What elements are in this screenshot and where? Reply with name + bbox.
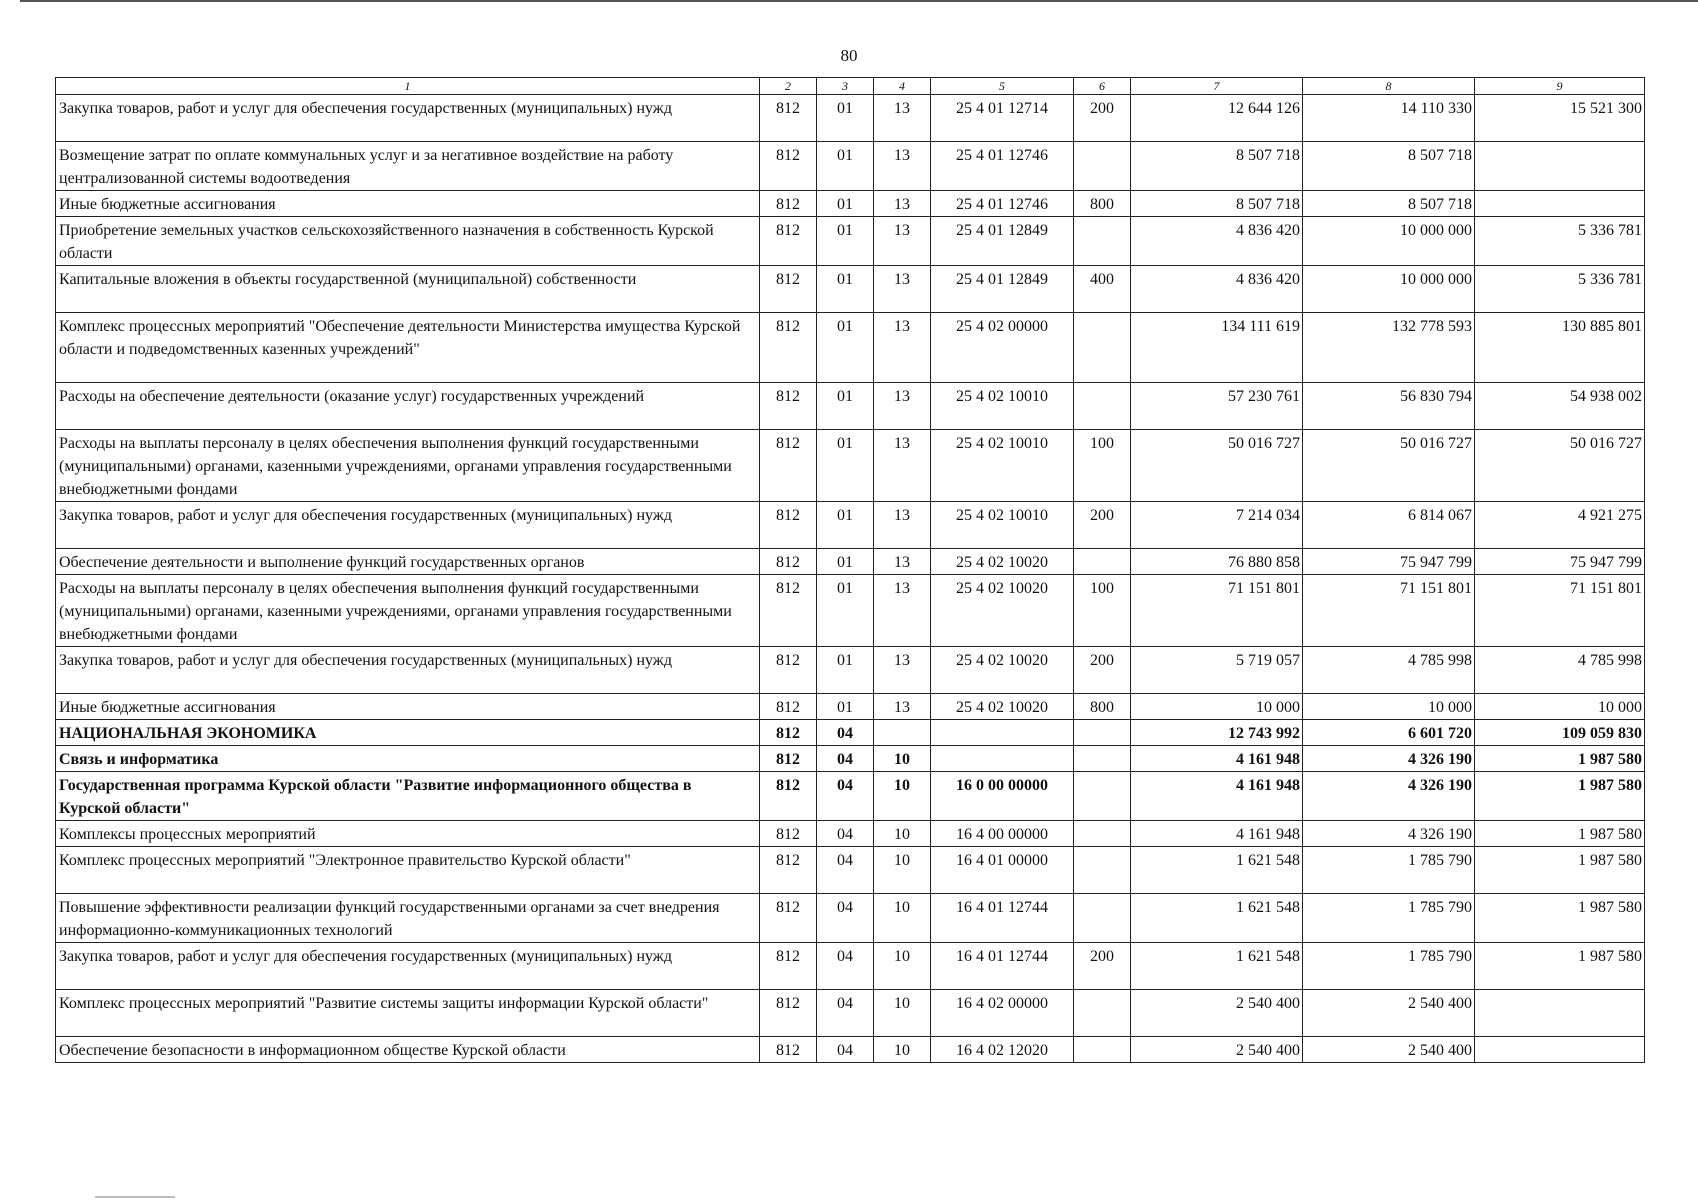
cell-col8: 6 601 720 — [1303, 720, 1475, 746]
row-label: Иные бюджетные ассигнования — [56, 694, 760, 720]
row-label: Государственная программа Курской области "Развитие информационного общества в Курской области" — [56, 772, 760, 821]
cell-col2: 812 — [760, 694, 817, 720]
cell-col4: 10 — [874, 746, 931, 772]
column-number: 4 — [874, 78, 931, 95]
row-label: Расходы на обеспечение деятельности (оказание услуг) государственных учреждений — [56, 383, 760, 430]
cell-col8: 75 947 799 — [1303, 549, 1475, 575]
table-row — [56, 647, 1645, 694]
cell-col8: 4 785 998 — [1303, 647, 1475, 694]
cell-col7: 50 016 727 — [1131, 430, 1303, 502]
table-row — [56, 142, 1645, 191]
cell-col5 — [931, 720, 1074, 746]
cell-col9: 5 336 781 — [1475, 266, 1645, 313]
cell-col6 — [1074, 549, 1131, 575]
cell-col2: 812 — [760, 772, 817, 821]
cell-col4: 13 — [874, 647, 931, 694]
cell-col5: 25 4 02 10020 — [931, 549, 1074, 575]
top-rule — [20, 0, 1698, 2]
cell-col9 — [1475, 142, 1645, 191]
cell-col8: 1 785 790 — [1303, 847, 1475, 894]
row-label: Обеспечение безопасности в информационном обществе Курской области — [56, 1037, 760, 1063]
row-label: Комплекс процессных мероприятий "Развитие системы защиты информации Курской области" — [56, 990, 760, 1037]
cell-col5: 16 4 00 00000 — [931, 821, 1074, 847]
cell-col5: 25 4 02 10020 — [931, 694, 1074, 720]
table-row — [56, 313, 1645, 383]
table-row — [56, 95, 1645, 142]
cell-col9: 109 059 830 — [1475, 720, 1645, 746]
cell-col4: 13 — [874, 95, 931, 142]
cell-col3: 04 — [817, 847, 874, 894]
table-row — [56, 720, 1645, 746]
cell-col6: 200 — [1074, 502, 1131, 549]
cell-col5: 16 4 01 00000 — [931, 847, 1074, 894]
row-label: Комплекс процессных мероприятий "Обеспечение деятельности Министерства имущества Курской области и подведомственных казенных учреждений" — [56, 313, 760, 383]
cell-col5: 25 4 02 10020 — [931, 575, 1074, 647]
cell-col5: 16 0 00 00000 — [931, 772, 1074, 821]
cell-col9: 1 987 580 — [1475, 943, 1645, 990]
cell-col6: 100 — [1074, 575, 1131, 647]
cell-col8: 14 110 330 — [1303, 95, 1475, 142]
row-label: Закупка товаров, работ и услуг для обеспечения государственных (муниципальных) нужд — [56, 95, 760, 142]
cell-col4: 13 — [874, 266, 931, 313]
cell-col2: 812 — [760, 990, 817, 1037]
table-row — [56, 694, 1645, 720]
cell-col9: 71 151 801 — [1475, 575, 1645, 647]
cell-col2: 812 — [760, 502, 817, 549]
cell-col3: 01 — [817, 549, 874, 575]
cell-col3: 01 — [817, 575, 874, 647]
column-number-row — [56, 78, 1645, 95]
cell-col4: 13 — [874, 694, 931, 720]
column-number: 9 — [1475, 78, 1645, 95]
cell-col4: 13 — [874, 549, 931, 575]
cell-col7: 5 719 057 — [1131, 647, 1303, 694]
cell-col8: 6 814 067 — [1303, 502, 1475, 549]
cell-col3: 01 — [817, 191, 874, 217]
cell-col7: 8 507 718 — [1131, 142, 1303, 191]
cell-col5: 25 4 01 12746 — [931, 191, 1074, 217]
cell-col3: 01 — [817, 266, 874, 313]
cell-col8: 132 778 593 — [1303, 313, 1475, 383]
table-body — [56, 78, 1645, 1063]
cell-col7: 4 161 948 — [1131, 746, 1303, 772]
cell-col7: 71 151 801 — [1131, 575, 1303, 647]
cell-col8: 4 326 190 — [1303, 821, 1475, 847]
cell-col6 — [1074, 217, 1131, 266]
cell-col5 — [931, 746, 1074, 772]
cell-col2: 812 — [760, 430, 817, 502]
cell-col3: 01 — [817, 217, 874, 266]
cell-col5: 25 4 01 12849 — [931, 217, 1074, 266]
cell-col2: 812 — [760, 142, 817, 191]
cell-col5: 25 4 02 10010 — [931, 430, 1074, 502]
cell-col7: 57 230 761 — [1131, 383, 1303, 430]
cell-col3: 04 — [817, 772, 874, 821]
cell-col2: 812 — [760, 217, 817, 266]
cell-col5: 25 4 02 00000 — [931, 313, 1074, 383]
cell-col3: 04 — [817, 821, 874, 847]
cell-col3: 01 — [817, 694, 874, 720]
table-row — [56, 746, 1645, 772]
cell-col9: 5 336 781 — [1475, 217, 1645, 266]
cell-col6 — [1074, 383, 1131, 430]
row-label: Обеспечение деятельности и выполнение функций государственных органов — [56, 549, 760, 575]
row-label: НАЦИОНАЛЬНАЯ ЭКОНОМИКА — [56, 720, 760, 746]
cell-col4: 10 — [874, 1037, 931, 1063]
table-row — [56, 217, 1645, 266]
cell-col7: 4 161 948 — [1131, 821, 1303, 847]
cell-col9: 1 987 580 — [1475, 847, 1645, 894]
table-row — [56, 430, 1645, 502]
cell-col7: 2 540 400 — [1131, 990, 1303, 1037]
cell-col4: 13 — [874, 383, 931, 430]
cell-col9: 1 987 580 — [1475, 894, 1645, 943]
column-number: 1 — [56, 78, 760, 95]
cell-col6: 200 — [1074, 95, 1131, 142]
cell-col5: 25 4 01 12746 — [931, 142, 1074, 191]
cell-col3: 01 — [817, 313, 874, 383]
cell-col3: 04 — [817, 894, 874, 943]
cell-col3: 04 — [817, 746, 874, 772]
cell-col4: 13 — [874, 575, 931, 647]
table-row — [56, 1037, 1645, 1063]
row-label: Возмещение затрат по оплате коммунальных услуг и за негативное воздействие на работу централизованной системы водоотведения — [56, 142, 760, 191]
cell-col4: 10 — [874, 894, 931, 943]
cell-col6 — [1074, 746, 1131, 772]
cell-col7: 1 621 548 — [1131, 847, 1303, 894]
cell-col7: 76 880 858 — [1131, 549, 1303, 575]
cell-col7: 4 836 420 — [1131, 266, 1303, 313]
cell-col2: 812 — [760, 847, 817, 894]
cell-col9 — [1475, 1037, 1645, 1063]
cell-col6 — [1074, 720, 1131, 746]
cell-col4: 13 — [874, 217, 931, 266]
row-label: Иные бюджетные ассигнования — [56, 191, 760, 217]
row-label: Закупка товаров, работ и услуг для обеспечения государственных (муниципальных) нужд — [56, 943, 760, 990]
table-row — [56, 772, 1645, 821]
cell-col6: 100 — [1074, 430, 1131, 502]
page-number: 80 — [840, 46, 858, 65]
cell-col4: 13 — [874, 502, 931, 549]
cell-col6: 200 — [1074, 943, 1131, 990]
table-row — [56, 821, 1645, 847]
cell-col2: 812 — [760, 191, 817, 217]
cell-col9: 54 938 002 — [1475, 383, 1645, 430]
cell-col7: 1 621 548 — [1131, 943, 1303, 990]
cell-col6 — [1074, 990, 1131, 1037]
cell-col9: 4 785 998 — [1475, 647, 1645, 694]
table-row — [56, 943, 1645, 990]
cell-col5: 16 4 02 00000 — [931, 990, 1074, 1037]
cell-col9: 130 885 801 — [1475, 313, 1645, 383]
cell-col6: 200 — [1074, 647, 1131, 694]
cell-col5: 16 4 02 12020 — [931, 1037, 1074, 1063]
cell-col4: 13 — [874, 430, 931, 502]
cell-col4: 13 — [874, 191, 931, 217]
cell-col4: 10 — [874, 821, 931, 847]
cell-col7: 12 743 992 — [1131, 720, 1303, 746]
cell-col8: 50 016 727 — [1303, 430, 1475, 502]
cell-col9 — [1475, 191, 1645, 217]
cell-col2: 812 — [760, 746, 817, 772]
cell-col6 — [1074, 821, 1131, 847]
cell-col9: 1 987 580 — [1475, 772, 1645, 821]
row-label: Закупка товаров, работ и услуг для обеспечения государственных (муниципальных) нужд — [56, 502, 760, 549]
cell-col2: 812 — [760, 647, 817, 694]
row-label: Капитальные вложения в объекты государственной (муниципальной) собственности — [56, 266, 760, 313]
cell-col2: 812 — [760, 943, 817, 990]
cell-col6: 400 — [1074, 266, 1131, 313]
row-label: Комплекс процессных мероприятий "Электронное правительство Курской области" — [56, 847, 760, 894]
cell-col2: 812 — [760, 95, 817, 142]
row-label: Закупка товаров, работ и услуг для обеспечения государственных (муниципальных) нужд — [56, 647, 760, 694]
cell-col8: 71 151 801 — [1303, 575, 1475, 647]
cell-col9: 1 987 580 — [1475, 821, 1645, 847]
cell-col4: 10 — [874, 943, 931, 990]
cell-col8: 8 507 718 — [1303, 191, 1475, 217]
cell-col3: 04 — [817, 943, 874, 990]
cell-col7: 4 836 420 — [1131, 217, 1303, 266]
cell-col6 — [1074, 894, 1131, 943]
cell-col8: 4 326 190 — [1303, 746, 1475, 772]
cell-col3: 01 — [817, 502, 874, 549]
column-number: 8 — [1303, 78, 1475, 95]
row-label: Расходы на выплаты персоналу в целях обеспечения выполнения функций государственными (муниципальными) органами, казенными учреждениями, органами управления государственными внебюджетными фондами — [56, 575, 760, 647]
table-row — [56, 502, 1645, 549]
cell-col7: 12 644 126 — [1131, 95, 1303, 142]
cell-col3: 01 — [817, 430, 874, 502]
cell-col2: 812 — [760, 313, 817, 383]
cell-col7: 7 214 034 — [1131, 502, 1303, 549]
cell-col2: 812 — [760, 821, 817, 847]
cell-col4 — [874, 720, 931, 746]
cell-col6: 800 — [1074, 191, 1131, 217]
cell-col7: 4 161 948 — [1131, 772, 1303, 821]
budget-table — [55, 77, 1645, 1063]
cell-col9 — [1475, 990, 1645, 1037]
cell-col4: 10 — [874, 847, 931, 894]
cell-col6 — [1074, 1037, 1131, 1063]
cell-col3: 04 — [817, 720, 874, 746]
cell-col4: 10 — [874, 990, 931, 1037]
cell-col5: 25 4 02 10010 — [931, 502, 1074, 549]
cell-col6 — [1074, 772, 1131, 821]
cell-col4: 10 — [874, 772, 931, 821]
cell-col8: 1 785 790 — [1303, 943, 1475, 990]
cell-col7: 134 111 619 — [1131, 313, 1303, 383]
column-number: 7 — [1131, 78, 1303, 95]
cell-col2: 812 — [760, 266, 817, 313]
cell-col2: 812 — [760, 575, 817, 647]
row-label: Расходы на выплаты персоналу в целях обеспечения выполнения функций государственными (муниципальными) органами, казенными учреждениями, органами управления государственными внебюджетными фондами — [56, 430, 760, 502]
table-row — [56, 549, 1645, 575]
table-row — [56, 575, 1645, 647]
row-label: Связь и информатика — [56, 746, 760, 772]
cell-col6 — [1074, 847, 1131, 894]
cell-col5: 16 4 01 12744 — [931, 943, 1074, 990]
cell-col8: 10 000 — [1303, 694, 1475, 720]
cell-col6 — [1074, 313, 1131, 383]
column-number: 2 — [760, 78, 817, 95]
row-label: Приобретение земельных участков сельскохозяйственного назначения в собственность Курской области — [56, 217, 760, 266]
table-row — [56, 191, 1645, 217]
cell-col3: 01 — [817, 647, 874, 694]
cell-col8: 1 785 790 — [1303, 894, 1475, 943]
cell-col5: 25 4 02 10010 — [931, 383, 1074, 430]
cell-col8: 8 507 718 — [1303, 142, 1475, 191]
cell-col9: 15 521 300 — [1475, 95, 1645, 142]
table-row — [56, 990, 1645, 1037]
cell-col3: 01 — [817, 383, 874, 430]
cell-col2: 812 — [760, 383, 817, 430]
table-row — [56, 894, 1645, 943]
column-number: 5 — [931, 78, 1074, 95]
cell-col6 — [1074, 142, 1131, 191]
row-label: Комплексы процессных мероприятий — [56, 821, 760, 847]
cell-col5: 25 4 01 12849 — [931, 266, 1074, 313]
table-row — [56, 266, 1645, 313]
cell-col8: 4 326 190 — [1303, 772, 1475, 821]
column-number: 6 — [1074, 78, 1131, 95]
column-number: 3 — [817, 78, 874, 95]
cell-col4: 13 — [874, 313, 931, 383]
cell-col2: 812 — [760, 1037, 817, 1063]
cell-col9: 10 000 — [1475, 694, 1645, 720]
cell-col7: 10 000 — [1131, 694, 1303, 720]
cell-col6: 800 — [1074, 694, 1131, 720]
cell-col3: 01 — [817, 95, 874, 142]
cell-col4: 13 — [874, 142, 931, 191]
cell-col8: 10 000 000 — [1303, 266, 1475, 313]
cell-col2: 812 — [760, 549, 817, 575]
cell-col5: 25 4 02 10020 — [931, 647, 1074, 694]
cell-col3: 04 — [817, 990, 874, 1037]
cell-col2: 812 — [760, 894, 817, 943]
cell-col9: 4 921 275 — [1475, 502, 1645, 549]
table-row — [56, 383, 1645, 430]
cell-col9: 75 947 799 — [1475, 549, 1645, 575]
cell-col7: 8 507 718 — [1131, 191, 1303, 217]
cell-col7: 2 540 400 — [1131, 1037, 1303, 1063]
cell-col2: 812 — [760, 720, 817, 746]
cell-col5: 25 4 01 12714 — [931, 95, 1074, 142]
cell-col5: 16 4 01 12744 — [931, 894, 1074, 943]
cell-col9: 50 016 727 — [1475, 430, 1645, 502]
cell-col8: 56 830 794 — [1303, 383, 1475, 430]
cell-col8: 2 540 400 — [1303, 990, 1475, 1037]
bottom-mark — [95, 1196, 175, 1198]
table-row — [56, 847, 1645, 894]
cell-col9: 1 987 580 — [1475, 746, 1645, 772]
cell-col3: 01 — [817, 142, 874, 191]
cell-col3: 04 — [817, 1037, 874, 1063]
cell-col8: 10 000 000 — [1303, 217, 1475, 266]
cell-col8: 2 540 400 — [1303, 1037, 1475, 1063]
cell-col7: 1 621 548 — [1131, 894, 1303, 943]
row-label: Повышение эффективности реализации функций государственными органами за счет внедрения информационно-коммуникационных технологий — [56, 894, 760, 943]
